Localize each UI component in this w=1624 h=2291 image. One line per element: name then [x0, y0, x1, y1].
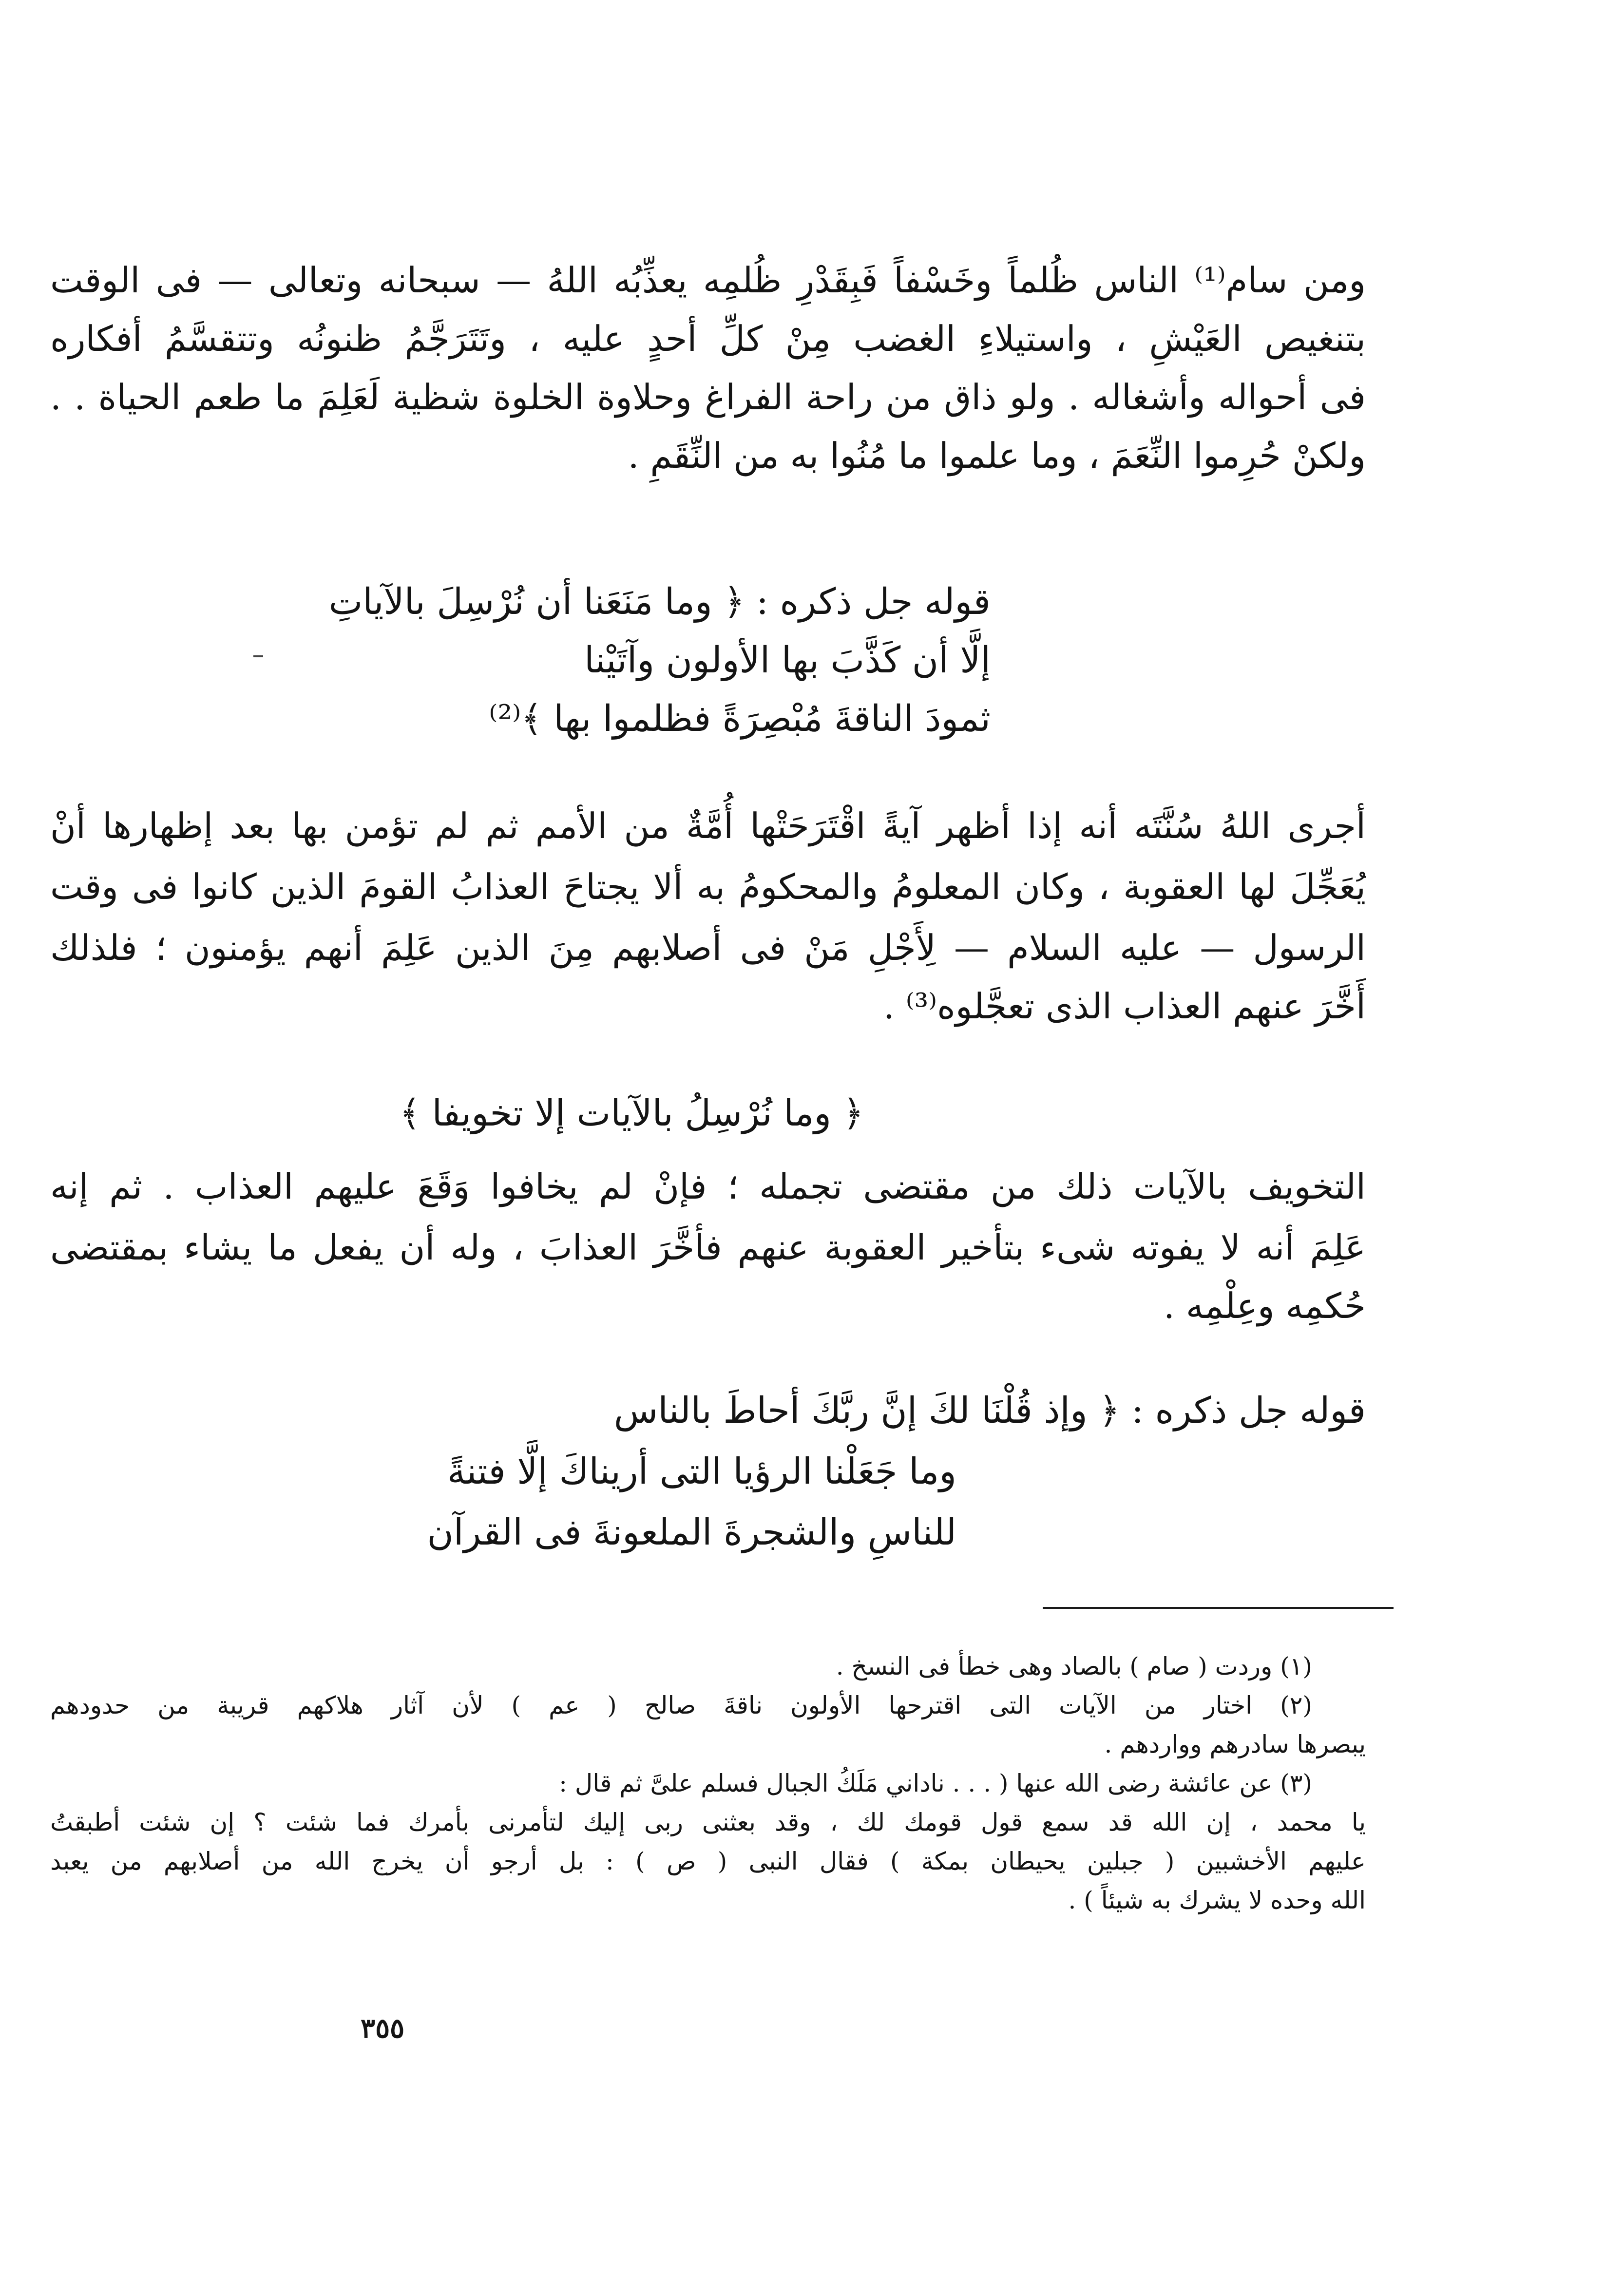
footnote-2-line-2: يبصرها سادرهم وواردهم .	[1104, 1730, 1366, 1758]
paragraph-3-line-2: عَلِمَ أنه لا يفوته شىء بتأخير العقوبة عنهم فأخَّرَ العذابَ ، وله أن يفعل ما يشاء بمقتضى	[50, 1227, 1366, 1268]
verse-1-line-1: قوله جل ذكره : ﴿ وما مَنَعَنا أن نُرْسِلَ بالآياتِ	[328, 581, 991, 623]
verse-3-line-2: وما جَعَلْنا الرؤيا التى أريناكَ إلَّا فتنةً	[447, 1451, 956, 1492]
paragraph-3-line-1: التخويف بالآيات ذلك من مقتضى تجمله ؛ فإنْ لم يخافوا وَقَعَ عليهم العذاب . ثم إنه	[50, 1166, 1366, 1207]
paragraph-3-line-3: حُكمِه وعِلْمِه .	[1164, 1285, 1366, 1326]
verse-1-line-2: إلَّا أن كَذَّبَ بها الأولون وآتَيْنا	[584, 639, 991, 681]
footnote-2-line-1: (٢) اختار من الآيات التى اقترحها الأولون ناقةَ صالح ( عم ) لأن آثار هلاكهم قريبة من حدودهم	[50, 1691, 1312, 1719]
footnote-3-line-1: (٣) عن عائشة رضى الله عنها ( . . . ناداني مَلَكُ الجبال فسلم علىَّ ثم قال :	[559, 1769, 1312, 1797]
footnote-separator	[1043, 1607, 1394, 1609]
paragraph-1-line-3: فى أحواله وأشغاله . ولو ذاق من راحة الفراغ وحلاوة الخلوة شظية لَعَلِمَ ما طعم الحياة . .	[50, 377, 1366, 418]
stray-mark	[253, 655, 263, 657]
page-number: ٣٥٥	[361, 2012, 405, 2044]
paragraph-2-line-4: أَخَّرَ عنهم العذاب الذى تعجَّلوه⁽³⁾ .	[883, 986, 1366, 1027]
paragraph-2-line-2: يُعَجِّلَ لها العقوبة ، وكان المعلومُ والمحكومُ به ألا يجتاحَ العذابُ القومَ الذين كانوا فى وقت	[50, 866, 1366, 907]
footnote-3-line-4: الله وحده لا يشرك به شيئاً ) .	[1068, 1886, 1366, 1914]
paragraph-2-line-3: الرسول — عليه السلام — لِأَجْلِ مَنْ فى أصلابهم مِنَ الذين عَلِمَ أنهم يؤمنون ؛ فلذلك	[50, 927, 1366, 968]
footnote-3-line-2: يا محمد ، إن الله قد سمع قول قومك لك ، وقد بعثنى ربى إليك لتأمرنى بأمرك فما شئت ؟ إن شئت أطبقتُ	[50, 1808, 1366, 1836]
footnote-1: (١) وردت ( صام ) بالصاد وهى خطأ فى النسخ .	[836, 1652, 1312, 1680]
verse-3-line-1: قوله جل ذكره : ﴿ وإذ قُلْنَا لكَ إنَّ ربَّكَ أحاطَ بالناس	[613, 1390, 1366, 1432]
paragraph-1-line-4: ولكنْ حُرِموا النِّعَمَ ، وما علموا ما مُنُوا به من النِّقَمِ .	[628, 435, 1366, 476]
paragraph-1-line-2: بتنغيص العَيْشِ ، واستيلاءِ الغضب مِنْ كلِّ أحدٍ عليه ، وتَتَرَجَّمُ ظنونُه وتتقسَّمُ أفكاره	[50, 318, 1366, 359]
verse-3-line-3: للناسِ والشجرةَ الملعونةَ فى القرآن	[427, 1511, 956, 1553]
paragraph-1-line-1: ومن سام⁽¹⁾ الناس ظُلماً وخَسْفاً فَبِقَدْرِ ظُلمِه يعذِّبُه اللهُ — سبحانه وتعالى — فى الوقت	[50, 260, 1366, 301]
verse-1-line-3: ثمودَ الناقةَ مُبْصِرَةً فظلموا بها ﴾⁽²⁾	[489, 698, 991, 740]
verse-2: ﴿ وما نُرْسِلُ بالآيات إلا تخويفا ﴾	[399, 1092, 864, 1134]
footnote-3-line-3: عليهم الأخشبين ( جبلين يحيطان بمكة ) فقال النبى ( ص ) : بل أرجو أن يخرج الله من أصلابهم من يعبد	[50, 1847, 1366, 1875]
paragraph-2-line-1: أجرى اللهُ سُنَّتَه أنه إذا أظهر آيةً اقْتَرَحَتْها أُمَّةٌ من الأمم ثم لم تؤمن بها بعد إظهارها أنْ	[50, 805, 1366, 846]
